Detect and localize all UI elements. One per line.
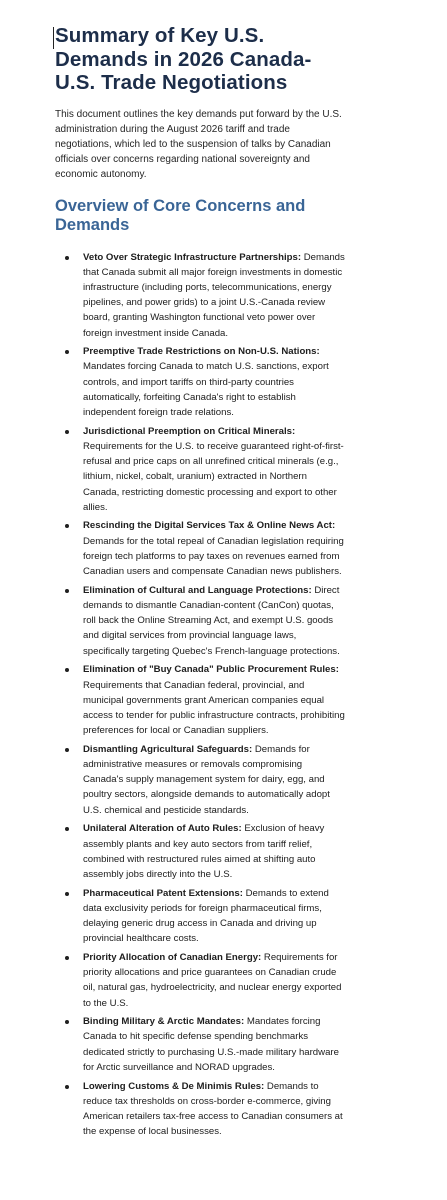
bullet-icon: [65, 430, 69, 434]
demand-item: [55, 344, 345, 420]
demand-title: Pharmaceutical Patent Extensions:: [83, 887, 243, 899]
demand-text: Demands for administrative measures or removals compromising Canada's supply management system for dairy, egg, and poultry sectors, alongside demands to automatically adopt U.S. chemical and pesticide standards.: [83, 743, 330, 816]
demands-list: [55, 250, 345, 1140]
bullet-icon: [65, 589, 69, 593]
demand-title: Lowering Customs & De Minimis Rules:: [83, 1080, 265, 1092]
demand-item: [55, 250, 345, 341]
bullet-icon: [65, 524, 69, 528]
text-cursor: [53, 27, 54, 49]
demand-title: Rescinding the Digital Services Tax & Online News Act:: [83, 520, 336, 532]
demand-title: Elimination of Cultural and Language Protections:: [83, 584, 312, 596]
intro-paragraph: This document outlines the key demands put forward by the U.S. administration during the August 2026 tariff and trade negotiations, which led to the suspension of talks by Canadian officials over concerns regarding national sovereignty and economic autonomy.: [55, 108, 342, 181]
demand-text: Mandates forcing Canada to hit specific defense spending benchmarks dedicated strictly to purchasing U.S.-made military hardware for Arctic surveillance and NORAD upgrades.: [83, 1016, 339, 1073]
demand-item: [55, 742, 345, 818]
demand-item: [55, 583, 345, 659]
demand-item: [55, 662, 345, 738]
demand-title: Dismantling Agricultural Safeguards:: [83, 743, 253, 755]
demand-item: [55, 950, 345, 1011]
bullet-icon: [65, 1020, 69, 1024]
demand-text: Requirements for the U.S. to receive guaranteed right-of-first-refusal and price caps on all unrefined critical minerals (e.g., lithium, nickel, cobalt, uranium) extracted in Northern Canada, restricting domestic processing and export to other allies.: [83, 440, 344, 513]
bullet-icon: [65, 1085, 69, 1089]
demand-title: Veto Over Strategic Infrastructure Partnerships:: [83, 251, 302, 263]
demand-text: Demands to reduce tax thresholds on cross-border e-commerce, giving American retailers tax-free access to Canadian consumers at the expense of local businesses.: [83, 1080, 343, 1138]
demand-text: Demands for the total repeal of Canadian legislation requiring foreign tech platforms to pay taxes on revenues earned from Canadian users and compensate Canadian news publishers.: [83, 535, 344, 578]
demand-item: [55, 886, 345, 947]
demand-title: Unilateral Alteration of Auto Rules:: [83, 823, 242, 835]
document-body[interactable]: [55, 24, 345, 1143]
bullet-icon: [65, 256, 69, 260]
demand-text: Requirements for priority allocations and price guarantees on Canadian crude oil, natural gas, hydroelectricity, and nuclear energy exported to the U.S.: [83, 951, 342, 1009]
demand-title: Elimination of "Buy Canada" Public Procurement Rules:: [83, 664, 339, 676]
demand-text: Demands to extend data exclusivity periods for foreign pharmaceutical firms, delaying generic drug access in Canada and driving up provincial healthcare costs.: [83, 887, 329, 945]
demand-item: [55, 1014, 345, 1075]
demand-text: Direct demands to dismantle Canadian-content (CanCon) quotas, roll back the Online Streaming Act, and exempt U.S. goods and digital services from provincial language laws, specifically targeting Quebec's French-language protections.: [83, 584, 340, 657]
demand-item: [55, 518, 345, 579]
bullet-icon: [65, 668, 69, 672]
bullet-icon: [65, 350, 69, 354]
demand-item: [55, 821, 345, 882]
demand-item: [55, 424, 345, 515]
demand-text: Mandates forcing Canada to match U.S. sanctions, export controls, and import tariffs on third-party countries automatically, forfeiting Canada's right to establish independent foreign trade relations.: [83, 361, 329, 419]
demand-text: Exclusion of heavy assembly plants and key auto sectors from tariff relief, combined with restructured rules aimed at shifting auto assembly jobs directly into the U.S.: [83, 823, 325, 880]
demand-title: Priority Allocation of Canadian Energy:: [83, 951, 262, 963]
bullet-icon: [65, 748, 69, 752]
bullet-icon: [65, 827, 69, 831]
section-heading: Overview of Core Concerns and Demands: [55, 196, 306, 235]
demand-title: Preemptive Trade Restrictions on Non-U.S. Nations:: [83, 346, 320, 358]
demand-text: Requirements that Canadian federal, provincial, and municipal governments grant American companies equal access to tender for public infrastructure contracts, prohibiting preferences for local or Canadian suppliers.: [83, 679, 345, 737]
demand-text: Demands that Canada submit all major foreign investments in domestic infrastructure (including ports, telecommunications, energy pipelines, and power grids) to a joint U.S.-Canada review board, granting Washington functional veto power over foreign investment inside Canada.: [83, 251, 345, 339]
bullet-icon: [65, 892, 69, 896]
demand-item: [55, 1079, 345, 1140]
document-title: Summary of Key U.S. Demands in 2026 Canada-U.S. Trade Negotiations: [55, 24, 312, 94]
bullet-icon: [65, 956, 69, 960]
demand-title: Jurisdictional Preemption on Critical Minerals:: [83, 425, 296, 437]
demand-title: Binding Military & Arctic Mandates:: [83, 1016, 245, 1028]
